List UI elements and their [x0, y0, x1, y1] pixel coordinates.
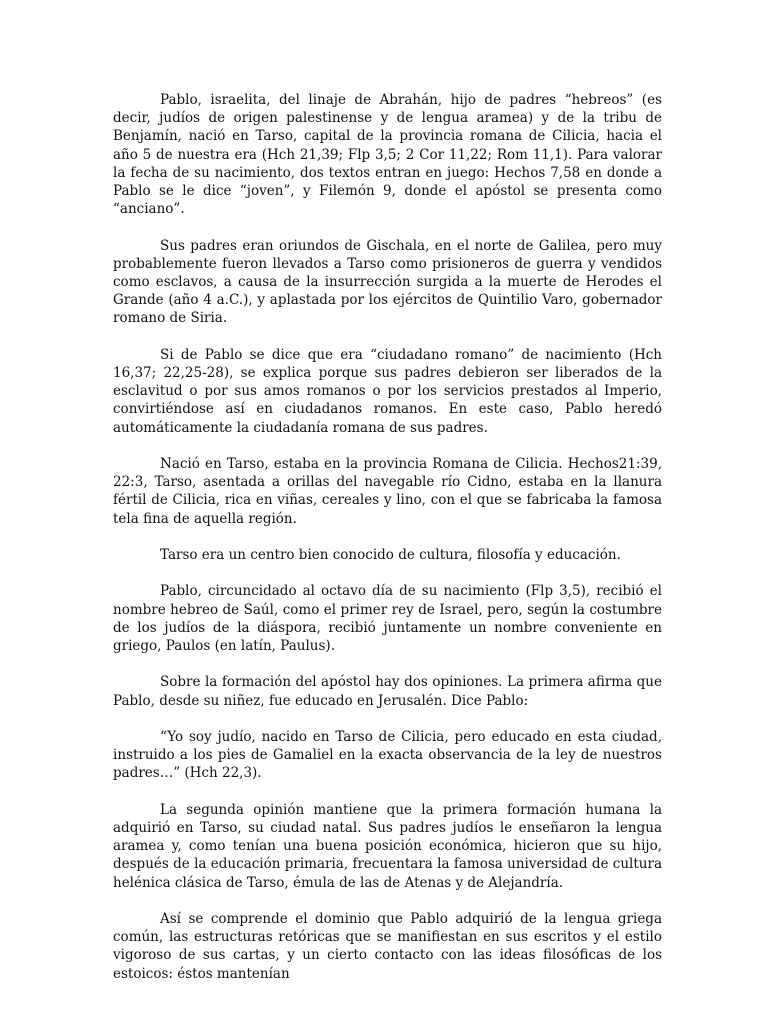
- paragraph-quote: “Yo soy judío, nacido en Tarso de Cilicia, pero educado en esta ciudad, instruido a los pies de Gamaliel en la exacta observancia de la ley de nuestros padres…” (Hch 22,3).: [113, 729, 662, 782]
- paragraph-parents-origin: Sus padres eran oriundos de Gischala, en el norte de Galilea, pero muy probablemente fueron llevados a Tarso como prisioneros de guerra y vendidos como esclavos, a causa de la insurrección surgida a la muerte de Herodes el Grande (año 4 a.C.), y aplastada por los ejércitos de Quintilio Varo, gobernador romano de Siria.: [113, 237, 662, 327]
- paragraph-names: Pablo, circuncidado al octavo día de su nacimiento (Flp 3,5), recibió el nombre hebreo de Saúl, como el primer rey de Israel, pero, según la costumbre de los judíos de la diáspora, recibió juntamente un nombre conveniente en griego, Paulos (en latín, Paulus).: [113, 583, 662, 655]
- paragraph-tarsus-culture: Tarso era un centro bien conocido de cultura, filosofía y educación.: [160, 547, 621, 564]
- document-page: [113, 91, 662, 1001]
- paragraph-two-opinions: Sobre la formación del apóstol hay dos opiniones. La primera afirma que Pablo, desde su niñez, fue educado en Jerusalén. Dice Pablo:: [113, 674, 662, 709]
- paragraph-roman-citizen: Si de Pablo se dice que era “ciudadano romano” de nacimiento (Hch 16,37; 22,25-28), se explica porque sus padres debieron ser liberados de la esclavitud o por sus amos romanos o por los servicios prestados al Imperio, convirtiéndose así en ciudadanos romanos. En este caso, Pablo heredó automáticamente la ciudadanía romana de sus padres.: [113, 346, 662, 436]
- paragraph-birth: Pablo, israelita, del linaje de Abrahán, hijo de padres “hebreos” (es decir, judíos de origen palestinense y de lengua aramea) y de la tribu de Benjamín, nació en Tarso, capital de la provincia romana de Cilicia, hacia el año 5 de nuestra era (Hch 21,39; Flp 3,5; 2 Cor 11,22; Rom 11,1). Para valorar la fecha de su nacimiento, dos textos entran en juego: Hechos 7,58 en donde a Pablo se le dice “joven”, y Filemón 9, donde el apóstol se presenta como “anciano”.: [113, 92, 662, 218]
- paragraph-second-opinion: La segunda opinión mantiene que la primera formación humana la adquirió en Tarso, su ciudad natal. Sus padres judíos le enseñaron la lengua aramea y, como tenían una buena posición económica, hicieron que su hijo, después de la educación primaria, frecuentara la famosa universidad de cultura helénica clásica de Tarso, émula de las de Atenas y de Alejandría.: [113, 801, 662, 891]
- paragraph-greek-mastery: Así se comprende el dominio que Pablo adquirió de la lengua griega común, las estructuras retóricas que se manifiestan en sus escritos y el estilo vigoroso de sus cartas, y un cierto contacto con las ideas filosóficas de los estoicos: éstos mantenían: [113, 911, 662, 982]
- paragraph-tarsus: Nació en Tarso, estaba en la provincia Romana de Cilicia. Hechos21:39, 22:3, Tarso, asentada a orillas del navegable río Cidno, estaba en la llanura fértil de Cilicia, rica en viñas, cereales y lino, con el que se fabricaba la famosa tela fina de aquella región.: [113, 456, 662, 527]
